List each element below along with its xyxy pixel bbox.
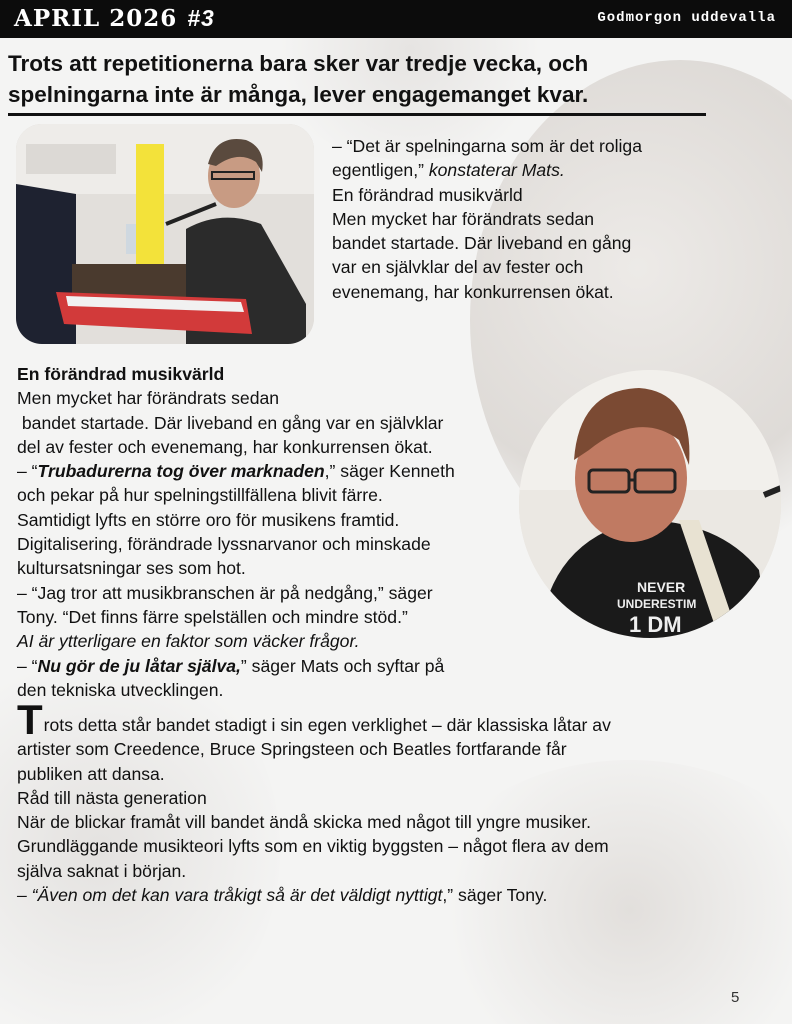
issue-number: #3 [187,5,215,31]
text-line: Digitalisering, förändrade lyssnarvanor och minskade [17,534,431,555]
text-line: artister som Creedence, Bruce Springsteen och Beatles fortfarande får [17,739,567,760]
text-line: och pekar på hur spelningstillfällena blivit färre. [17,485,383,506]
page-number: 5 [731,989,740,1006]
dropcap-line: Trots detta står bandet stadigt i sin egen verklighet – där klassiska låtar av [17,696,611,743]
text-line: den tekniska utvecklingen. [17,679,224,700]
text-line: – “Jag tror att musikbranschen är på nedgång,” säger [17,582,433,603]
text-line: evenemang, har konkurrensen ökat. [332,281,614,302]
text-line: publiken att dansa. [17,763,165,784]
shirt-text-line3: 1 DM [629,612,682,637]
text-line: Men mycket har förändrats sedan [332,208,595,229]
quote-bold: Trubadurerna tog över marknaden [37,461,325,482]
shirt-text-line1: NEVER [637,579,686,595]
article-headline: Trots att repetitionerna bara sker var tredje vecka, och spelningarna inte är många, lever engagemanget kvar. [8,51,589,107]
header-bar [0,0,792,38]
quote-line-end: egentligen,” konstaterar Mats. [332,160,565,181]
text-line: del av fester och evenemang, har konkurrensen ökat. [17,436,433,457]
text-line: bandet startade. Där liveband en gång [332,233,632,254]
text-line: Men mycket har förändrats sedan [17,388,280,409]
quote-bold: Nu gör de ju låtar själva, [37,655,241,676]
text-line: själva saknat i början. [17,860,187,881]
quote-line: – “Det är spelningarna som är det roliga [332,136,643,156]
issue-label [14,5,215,32]
quote-kenneth: – “Trubadurerna tog över marknaden,” säger Kenneth [17,461,455,482]
body-block-2 [17,362,517,702]
body-block-3 [17,696,757,907]
text-line: När de blickar framåt vill bandet ändå skicka med något till yngre musiker. [17,812,592,833]
quote-attribution: konstaterar Mats. [423,160,565,181]
text-line: Grundläggande musikteori lyfts som en viktig byggsten – något flera av dem [17,836,609,857]
section-subheading: Råd till nästa generation [17,787,207,808]
text-line: Samtidigt lyfts en större oro för musikens framtid. [17,509,400,530]
brand-name: Godmorgon uddevalla [597,10,776,26]
text-line: kultursatsningar ses som hot. [17,558,246,579]
ai-line: AI är ytterligare en faktor som väcker frågor. [17,631,360,652]
subheading: En förändrad musikvärld [17,364,225,384]
headline-divider [8,113,706,116]
text-line: Tony. “Det finns färre spelställen och mindre stöd.” [17,606,408,627]
drop-cap: T [17,696,43,743]
text-line: var en självklar del av fester och [332,257,584,278]
shirt-text-line2: UNDERESTIM [617,597,697,611]
quote-tony: – “Även om det kan vara tråkigt så är det väldigt nyttigt,” säger Tony. [17,885,548,906]
intro-quote-block [332,134,752,304]
photo-guitarist [519,370,781,638]
photo-keyboardist [16,124,314,344]
text-line: bandet startade. Där liveband en gång var en självklar [17,412,444,433]
text-line: En förändrad musikvärld [332,184,523,205]
issue-title: APRIL 2026 [14,5,178,32]
quote-mats: – “Nu gör de ju låtar själva,” säger Mats och syftar på [17,655,445,676]
